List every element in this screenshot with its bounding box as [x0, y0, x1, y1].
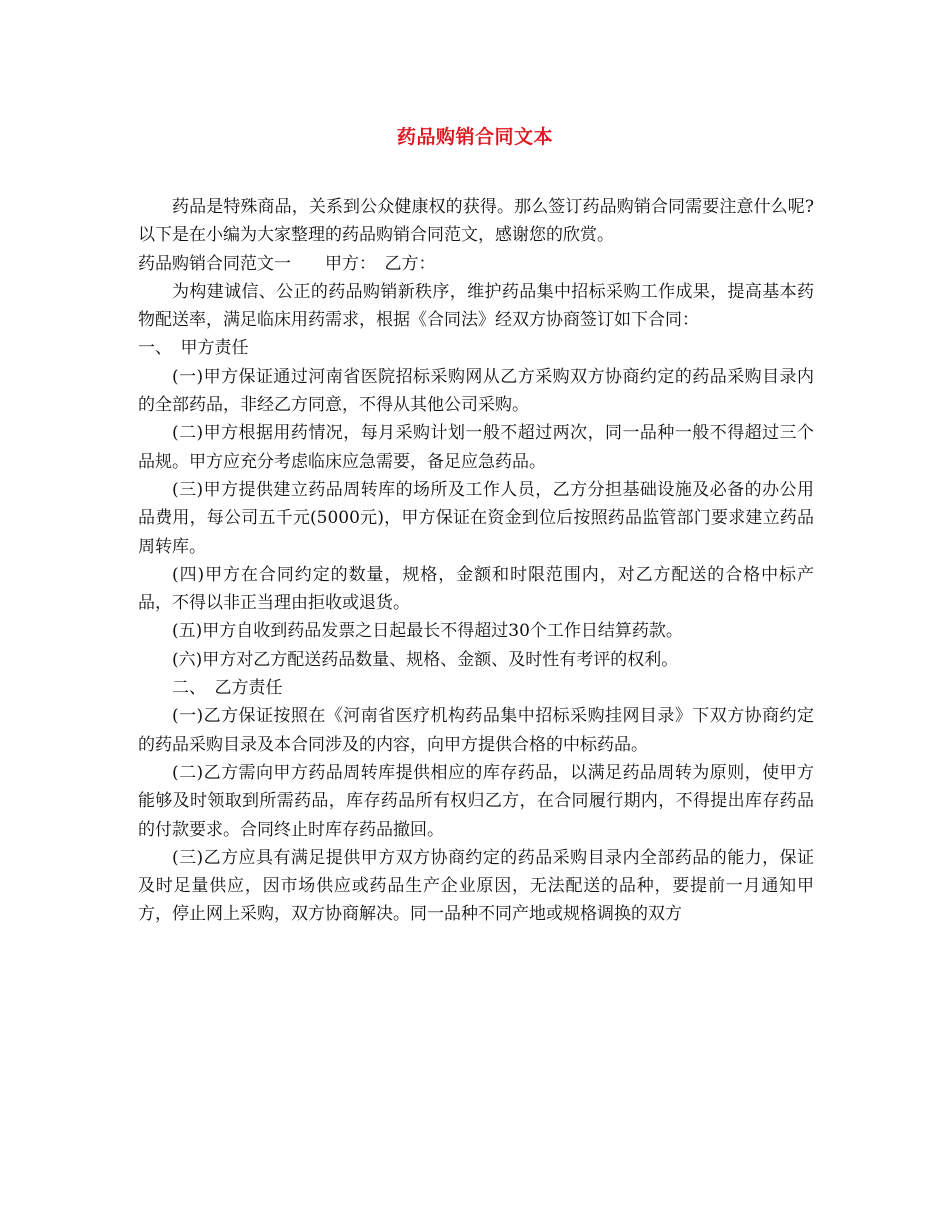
clause-a6: (六)甲方对乙方配送药品数量、规格、金额、及时性有考评的权利。	[172, 649, 679, 670]
paragraph-sample-title: 药品购销合同范文一 甲方： 乙方：	[138, 253, 436, 274]
clause-a4: (四)甲方在合同约定的数量，规格，金额和时限范围内，对乙方配送的合格中标产品，不得以非正当理由拒收或退货。	[138, 564, 814, 614]
document-title: 药品购销合同文本	[396, 126, 553, 148]
clause-b3: (三)乙方应具有满足提供甲方双方协商约定的药品采购目录内全部药品的能力，保证及时足量供应，因市场供应或药品生产企业原因，无法配送的品种，要提前一月通知甲方，停止网上采购，双方协商解决。同一品种不同产地或规格调换的双方	[138, 847, 814, 925]
paragraph-preamble: 为构建诚信、公正的药品购销新秩序，维护药品集中招标采购工作成果，提高基本药物配送率，满足临床用药需求，根据《合同法》经双方协商签订如下合同：	[138, 281, 814, 331]
clause-a5: (五)甲方自收到药品发票之日起最长不得超过30个工作日结算药款。	[172, 621, 683, 642]
section-heading-party-a: 一、 甲方责任	[138, 338, 249, 359]
paragraph-intro: 药品是特殊商品，关系到公众健康权的获得。那么签订药品购销合同需要注意什么呢?以下是在小编为大家整理的药品购销合同范文，感谢您的欣赏。	[138, 197, 814, 246]
section-heading-party-b: 二、 乙方责任	[172, 678, 283, 699]
clause-a3: (三)甲方提供建立药品周转库的场所及工作人员，乙方分担基础设施及必备的办公用品费用，每公司五千元(5000元)，甲方保证在资金到位后按照药品监管部门要求建立药品周转库。	[138, 479, 814, 557]
clause-b1: (一)乙方保证按照在《河南省医疗机构药品集中招标采购挂网目录》下双方协商约定的药品采购目录及本合同涉及的内容，向甲方提供合格的中标药品。	[138, 706, 814, 755]
clause-a2: (二)甲方根据用药情况，每月采购计划一般不超过两次，同一品种一般不得超过三个品规。甲方应充分考虑临床应急需要，备足应急药品。	[138, 423, 814, 472]
document-body	[138, 193, 814, 929]
clause-a1: (一)甲方保证通过河南省医院招标采购网从乙方采购双方协商约定的药品采购目录内的全部药品，非经乙方同意，不得从其他公司采购。	[138, 366, 814, 416]
clause-b2: (二)乙方需向甲方药品周转库提供相应的库存药品，以满足药品周转为原则，使甲方能够及时领取到所需药品，库存药品所有权归乙方，在合同履行期内，不得提出库存药品的付款要求。合同终止时库存药品撤回。	[138, 762, 814, 840]
